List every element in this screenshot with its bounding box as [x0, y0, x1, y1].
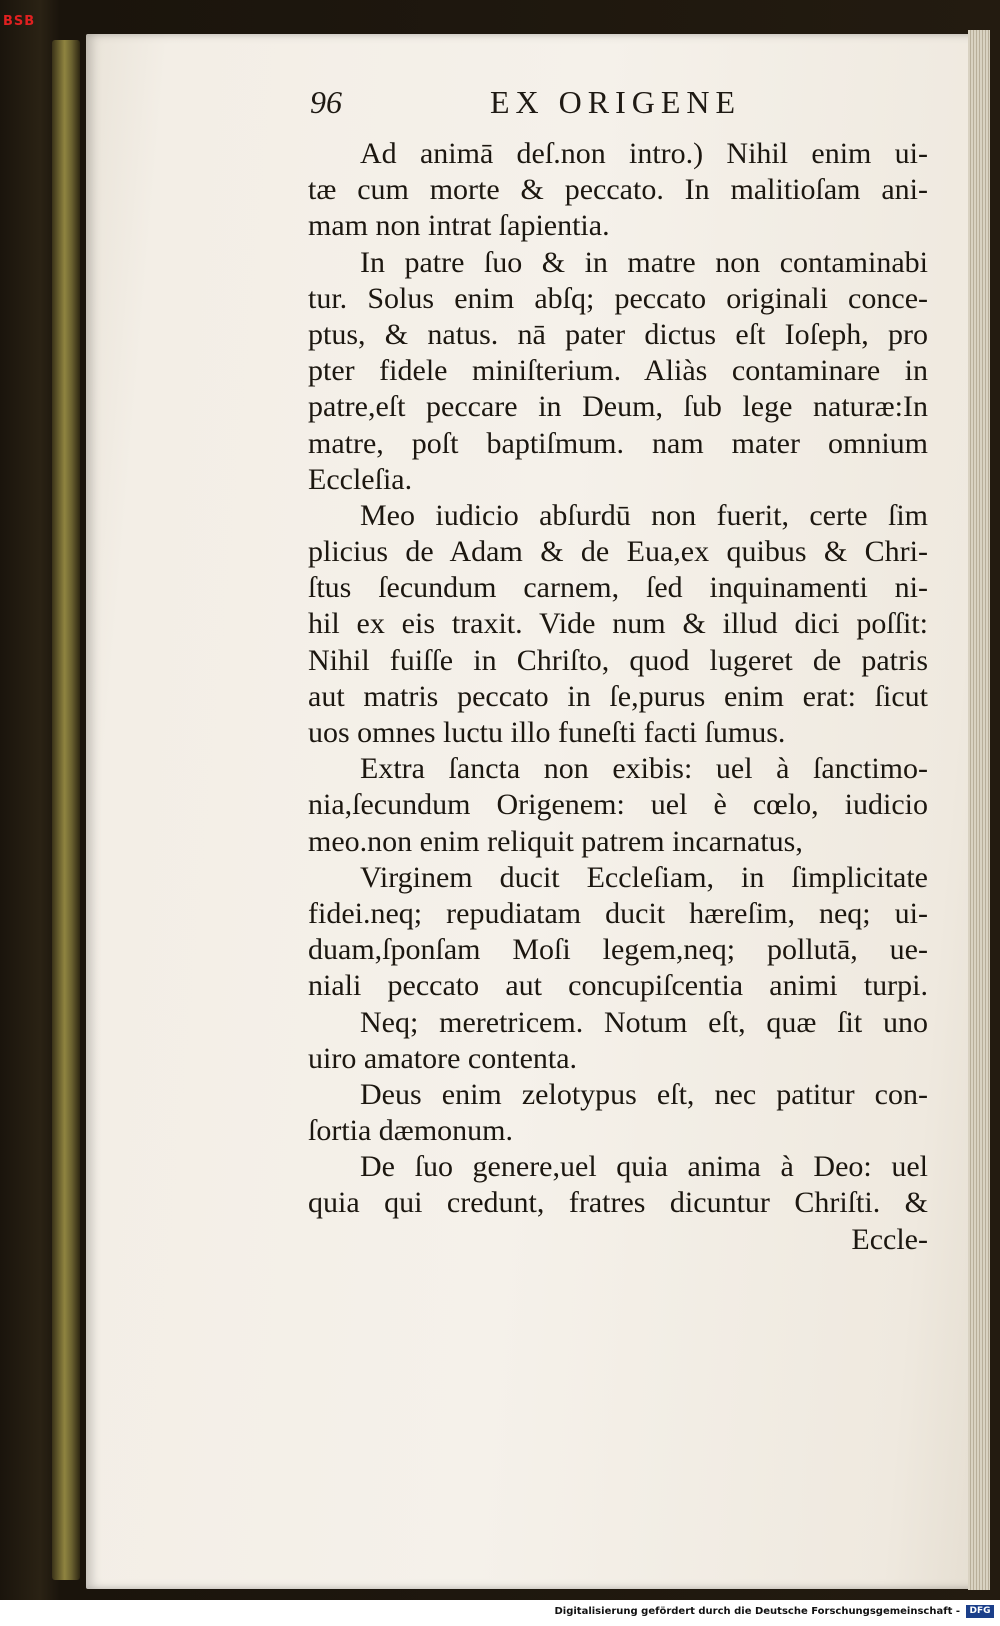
text-line: De ſuo genere,uel quia anima à Deo: uel: [360, 1150, 928, 1184]
text-line: niali peccato aut concupiſcentia animi turpi.: [308, 969, 928, 1003]
running-title: EX ORIGENE: [490, 84, 742, 120]
dfg-logo: DFG: [966, 1605, 994, 1618]
text-line: ptus, & natus. nā pater dictus eſt Ioſeph, pro: [308, 317, 928, 351]
text-line: fidei.neq; repudiatam ducit hæreſim, neq; ui-: [308, 896, 928, 930]
text-line: meo.non enim reliquit patrem incarnatus,: [308, 824, 803, 858]
text-line: Virginem ducit Eccleſiam, in ſimplicitate: [360, 860, 928, 894]
text-line: plicius de Adam & de Eua,ex quibus & Chri-: [308, 535, 928, 569]
text-line: mam non intrat ſapientia.: [308, 209, 610, 243]
funding-credit: Digitalisierung gefördert durch die Deutsche Forschungsgemeinschaft -: [554, 1606, 960, 1617]
page-edges: [968, 30, 990, 1590]
body-text: [308, 136, 928, 1258]
text-line: In patre ſuo & in matre non contaminabi: [360, 245, 928, 279]
text-line: aut matris peccato in ſe,purus enim erat: ſicut: [308, 679, 928, 713]
bsb-watermark: BSB: [3, 14, 36, 29]
text-line: hil ex eis traxit. Vide num & illud dici poſſit:: [308, 607, 928, 641]
catchword: Eccle-: [851, 1222, 928, 1256]
text-line: matre, poſt baptiſmum. nam mater omnium: [308, 426, 928, 460]
page-number: 96: [310, 84, 342, 120]
book-spine: [52, 40, 80, 1580]
text-line: Eccleſia.: [308, 462, 413, 496]
text-line: uiro amatore contenta.: [308, 1041, 578, 1075]
text-line: duam,ſponſam Moſi legem,neq; pollutā, ue-: [308, 933, 928, 967]
text-line: ſtus ſecundum carnem, ſed inquinamenti ni-: [308, 571, 928, 605]
text-line: tæ cum morte & peccato. In malitioſam ani-: [308, 173, 928, 207]
text-line: Nihil fuiſſe in Chriſto, quod lugeret de patris: [308, 643, 928, 677]
text-line: Ad animā deſ.non intro.) Nihil enim ui-: [360, 137, 928, 170]
text-line: tur. Solus enim abſq; peccato originali conce-: [308, 281, 928, 315]
text-line: pter fidele miniſterium. Aliàs contaminare in: [308, 354, 928, 388]
text-line: Meo iudicio abſurdū non fuerit, certe ſim: [360, 498, 928, 532]
text-line: Neq; meretricem. Notum eſt, quæ ſit uno: [360, 1005, 928, 1039]
running-head: [308, 84, 928, 130]
text-line: nia,ſecundum Origenem: uel è cœlo, iudicio: [308, 788, 928, 822]
text-line: patre,eſt peccare in Deum, ſub lege naturæ:In: [308, 390, 928, 424]
text-line: Extra ſancta non exibis: uel à ſanctimo-: [360, 752, 928, 786]
digitization-footer: [0, 1600, 1000, 1626]
text-line: quia qui credunt, fratres dicuntur Chriſti. &: [308, 1186, 928, 1220]
text-line: ſortia dæmonum.: [308, 1114, 513, 1148]
text-line: uos omnes luctu illo funeſti facti ſumus.: [308, 716, 786, 749]
text-line: Deus enim zelotypus eſt, nec patitur con-: [360, 1077, 928, 1111]
